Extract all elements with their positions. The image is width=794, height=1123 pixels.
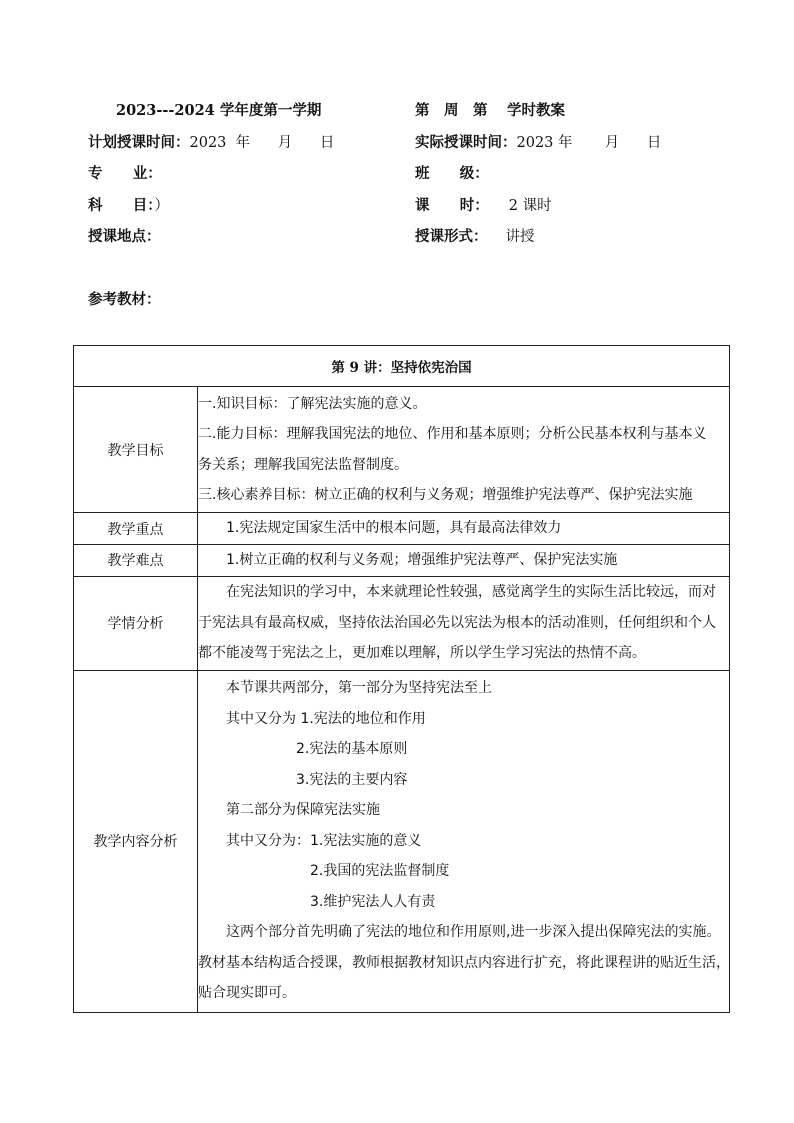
keypoint-label: 教学重点 <box>74 513 198 545</box>
subject-label: 科 目： <box>88 197 155 214</box>
content-analysis-content <box>198 670 730 1012</box>
objectives-label: 教学目标 <box>74 387 198 513</box>
table-title-row <box>74 346 730 387</box>
analysis-line: 于宪法具有最高权威，坚持依法治国必先以宪法为根本的活动准则，任何组织和个人 <box>198 614 716 631</box>
keypoint-text: 1.宪法规定国家生活中的根本问题，具有最高法律效力 <box>226 520 562 537</box>
content-summary-line: 贴合现实即可。 <box>198 985 296 1002</box>
location-label: 授课地点： <box>88 228 161 245</box>
keypoint-cell <box>198 513 730 545</box>
hours-row <box>415 196 552 216</box>
analysis-content <box>198 576 730 670</box>
analysis-line: 都不能凌驾于宪法之上，更加难以理解，所以学生学习宪法的热情不高。 <box>198 645 646 662</box>
content-summary-line: 这两个部分首先明确了宪法的地位和作用原则,进一步深入提出保障宪法的实施。 <box>226 924 721 941</box>
objective-line: 二.能力目标：理解我国宪法的地位、作用和基本原则；分析公民基本权利与基本义 <box>198 426 707 442</box>
format-label: 授课形式： <box>415 228 488 245</box>
week-heading: 第 周 第 学时教案 <box>415 102 566 119</box>
content-line: 本节课共两部分，第一部分为坚持宪法至上 <box>226 680 492 697</box>
analysis-line: 在宪法知识的学习中，本来就理论性较强，感觉离学生的实际生活比较远，而对 <box>226 584 716 601</box>
content-line: 其中又分为 1.宪法的地位和作用 <box>226 710 426 727</box>
content-analysis-row <box>74 670 730 1012</box>
content-line: 2.宪法的基本原则 <box>296 741 408 758</box>
content-line: 3.宪法的主要内容 <box>296 771 408 788</box>
subject-row <box>88 196 169 216</box>
lesson-title: 第 9 讲：坚持依宪治国 <box>74 346 730 387</box>
content-summary-line: 教材基本结构适合授课，教师根据教材知识点内容进行扩充，将此课程讲的贴近生活， <box>198 954 730 971</box>
semester-heading: 2023---2024 学年度第一学期 <box>116 102 322 119</box>
objective-line: 一.知识目标：了解宪法实施的意义。 <box>198 395 427 412</box>
actual-time-value: 2023 年 月 日 <box>516 135 662 151</box>
actual-time-row <box>415 133 661 153</box>
difficulty-text: 1.树立正确的权利与义务观；增强维护宪法尊严、保护宪法实施 <box>226 552 618 568</box>
format-value: 讲授 <box>505 229 535 245</box>
difficulty-cell <box>198 545 730 577</box>
hours-label: 课 时： <box>415 197 489 214</box>
analysis-label: 学情分析 <box>74 576 198 670</box>
reference-label: 参考教材： <box>88 291 161 308</box>
plan-time-value: 2023 年 月 日 <box>189 135 335 151</box>
format-row <box>415 227 535 247</box>
difficulty-label: 教学难点 <box>74 545 198 577</box>
content-analysis-label: 教学内容分析 <box>74 670 198 1012</box>
plan-time-label: 计划授课时间： <box>88 134 190 151</box>
subject-value: ） <box>154 198 170 214</box>
content-line: 其中又分为：1.宪法实施的意义 <box>226 832 422 849</box>
objectives-content <box>198 387 730 513</box>
lesson-plan-table <box>73 345 730 1013</box>
major-label: 专 业： <box>88 165 162 182</box>
objective-line: 务关系；理解我国宪法监督制度。 <box>198 456 408 473</box>
content-line: 2.我国的宪法监督制度 <box>310 863 450 880</box>
content-line: 3.维护宪法人人有责 <box>310 893 436 910</box>
keypoint-row <box>74 513 730 545</box>
plan-time-row <box>88 133 334 153</box>
objective-line: 三.核心素养目标：树立正确的权利与义务观；增强维护宪法尊严、保护宪法实施 <box>198 487 693 503</box>
content-line: 第二部分为保障宪法实施 <box>226 802 380 819</box>
hours-value: 2 课时 <box>508 198 552 214</box>
difficulty-row <box>74 545 730 577</box>
class-label: 班 级： <box>415 165 489 182</box>
analysis-row <box>74 576 730 670</box>
actual-time-label: 实际授课时间： <box>415 134 517 151</box>
objectives-row <box>74 387 730 513</box>
